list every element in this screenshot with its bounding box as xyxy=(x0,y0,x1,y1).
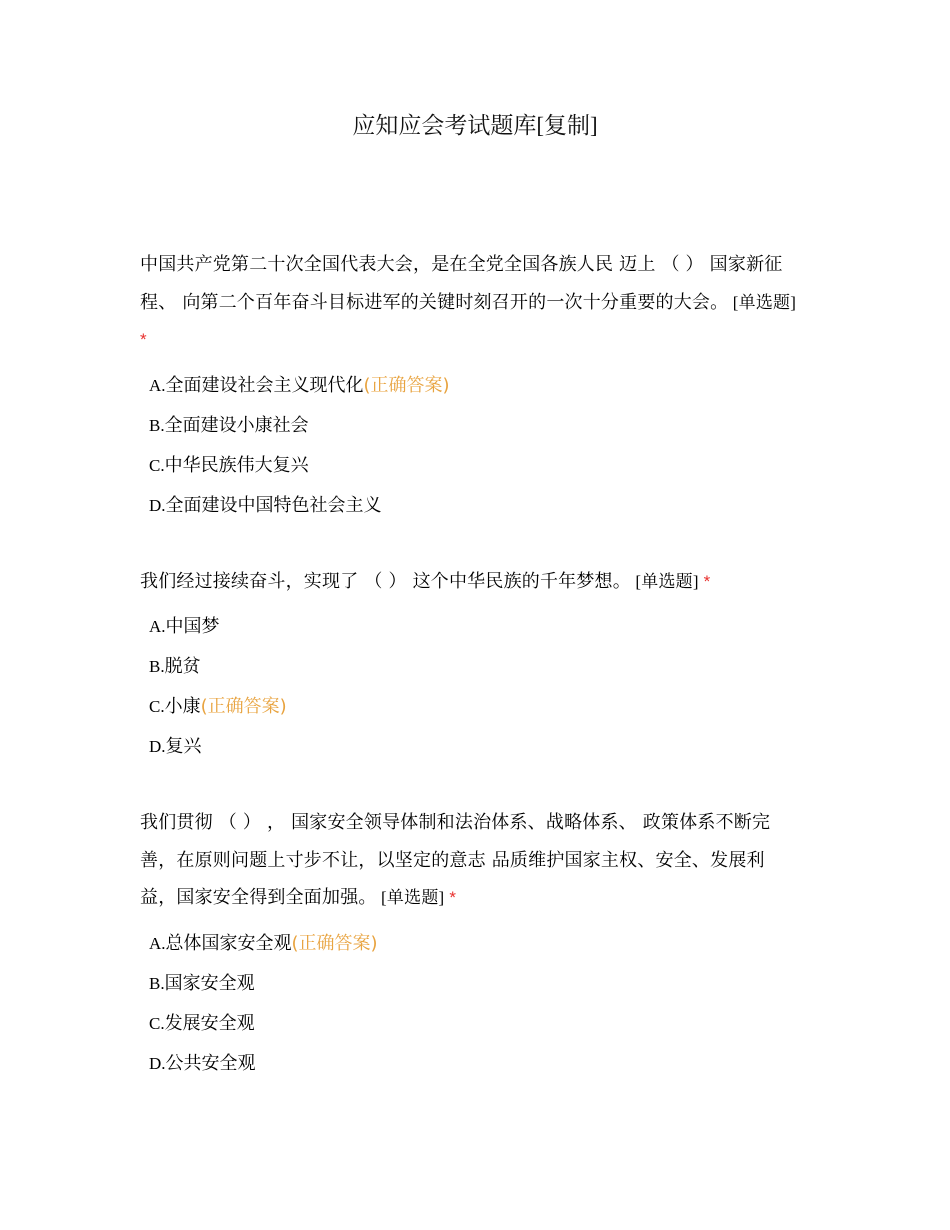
option-letter: B. xyxy=(149,415,165,435)
option-a[interactable] xyxy=(149,924,820,964)
option-letter: B. xyxy=(149,657,165,676)
option-text: 全面建设小康社会 xyxy=(164,414,309,436)
option-letter: A. xyxy=(149,617,166,636)
option-letter: A. xyxy=(149,375,166,395)
option-d[interactable] xyxy=(149,1044,820,1084)
question-text: 我们贯彻 （ ） ， 国家安全领导体制和法治体系、战略体系、 政策体系不断完善，在原则问题上寸步不让，以坚定的意志 品质维护国家主权、安全、发展利益，国家安全得到全面加强。 xyxy=(140,812,771,908)
required-mark: * xyxy=(140,330,147,349)
option-text: 中华民族伟大复兴 xyxy=(164,454,309,476)
option-letter: A. xyxy=(149,933,166,953)
option-text: 总体国家安全观 xyxy=(165,932,292,954)
option-b[interactable] xyxy=(149,647,820,687)
option-text: 发展安全观 xyxy=(164,1012,255,1034)
option-text: 中国梦 xyxy=(165,616,220,637)
required-mark: * xyxy=(444,888,457,907)
option-letter: B. xyxy=(149,973,165,993)
option-text: 公共安全观 xyxy=(165,1052,256,1074)
option-text: 复兴 xyxy=(165,736,202,757)
question-stem xyxy=(140,246,800,359)
option-text: 脱贫 xyxy=(164,656,201,677)
option-a[interactable] xyxy=(149,607,820,647)
question-3 xyxy=(140,804,820,1084)
question-1 xyxy=(140,246,820,526)
option-b[interactable] xyxy=(149,964,820,1004)
option-list xyxy=(140,366,820,526)
option-letter: D. xyxy=(149,495,166,515)
option-list xyxy=(140,607,820,767)
required-mark: * xyxy=(698,571,711,591)
option-text: 全面建设社会主义现代化 xyxy=(165,374,364,396)
option-letter: D. xyxy=(149,737,166,756)
page-title: 应知应会考试题库[复制] xyxy=(352,113,598,138)
question-type-label: [单选题] xyxy=(376,888,445,907)
option-text: 小康 xyxy=(164,696,201,717)
question-stem xyxy=(140,563,800,601)
question-type-label: [单选题] xyxy=(728,292,797,312)
option-c[interactable] xyxy=(149,1004,820,1044)
question-text: 我们经过接续奋斗，实现了 （ ） 这个中华民族的千年梦想。 xyxy=(140,570,631,592)
option-letter: C. xyxy=(149,455,165,475)
question-stem xyxy=(140,804,800,917)
correct-answer-label: (正确答案) xyxy=(363,374,450,396)
option-letter: C. xyxy=(149,1013,165,1033)
option-text: 全面建设中国特色社会主义 xyxy=(165,494,382,516)
option-list xyxy=(140,924,820,1084)
option-c[interactable] xyxy=(149,687,820,727)
option-b[interactable] xyxy=(149,406,820,446)
option-a[interactable] xyxy=(149,366,820,406)
question-type-label: [单选题] xyxy=(630,571,699,591)
option-c[interactable] xyxy=(149,446,820,486)
option-text: 国家安全观 xyxy=(164,972,255,994)
correct-answer-label: (正确答案) xyxy=(200,696,287,717)
option-letter: D. xyxy=(149,1053,166,1073)
question-list xyxy=(140,246,820,1084)
correct-answer-label: (正确答案) xyxy=(291,932,378,954)
option-d[interactable] xyxy=(149,486,820,526)
option-d[interactable] xyxy=(149,727,820,767)
question-2 xyxy=(140,563,820,768)
option-letter: C. xyxy=(149,697,165,716)
question-text: 中国共产党第二十次全国代表大会，是在全党全国各族人民 迈上 （ ） 国家新征程、 向第二个百年奋斗目标进军的关键时刻召开的一次十分重要的大会。 xyxy=(140,254,783,313)
